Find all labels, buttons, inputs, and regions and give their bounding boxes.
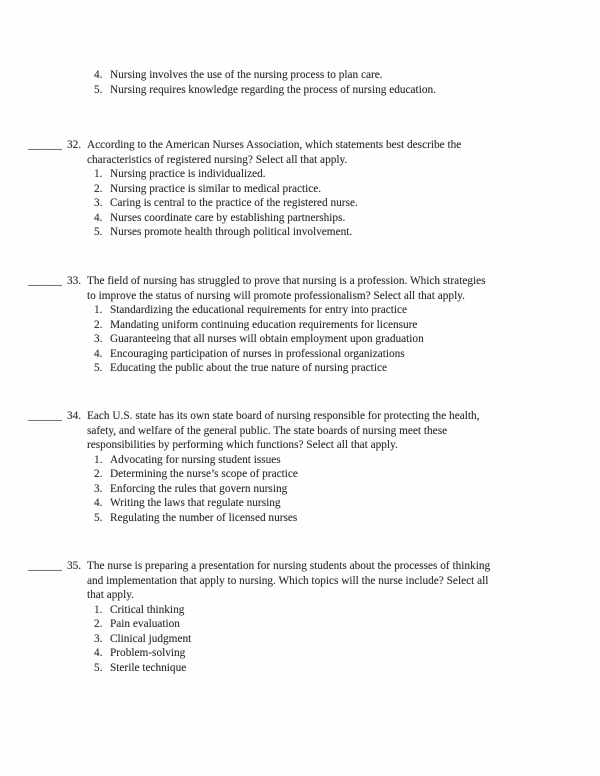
question-body xyxy=(0,138,600,240)
option-row xyxy=(0,182,600,197)
option-row xyxy=(0,68,600,83)
option-row xyxy=(0,361,600,376)
option-number: 5. xyxy=(94,83,103,96)
option-row xyxy=(0,496,600,511)
option-text: Critical thinking xyxy=(110,603,185,616)
option-number: 1. xyxy=(94,168,103,180)
question-stem-line: Each U.S. state has its own state board of nursing responsible for protecting the health, xyxy=(87,410,480,422)
option-number: 3. xyxy=(94,197,103,209)
option-row xyxy=(0,632,600,647)
question-stem-line: The nurse is preparing a presentation for nursing students about the processes of thinking xyxy=(87,560,491,572)
option-text: Nursing practice is individualized. xyxy=(110,168,266,180)
option-row xyxy=(0,661,600,676)
option-text: Nursing involves the use of the nursing process to plan care. xyxy=(110,69,383,81)
option-text: Nurses promote health through political involvement. xyxy=(110,226,353,238)
option-number: 2. xyxy=(94,468,103,480)
option-row xyxy=(0,511,600,526)
option-row xyxy=(0,617,600,632)
option-number: 5. xyxy=(94,511,103,524)
question-block xyxy=(0,559,600,675)
option-number: 2. xyxy=(94,182,103,195)
option-row xyxy=(0,211,600,226)
option-text: Mandating uniform continuing education requirements for licensure xyxy=(110,318,418,331)
question-stem-line: The field of nursing has struggled to prove that nursing is a profession. Which strategies xyxy=(87,275,486,287)
question-stem-line: safety, and welfare of the general public. The state boards of nursing meet these xyxy=(87,424,448,437)
option-number: 3. xyxy=(94,632,103,645)
option-row xyxy=(0,167,600,182)
option-text: Clinical judgment xyxy=(110,632,192,645)
option-text: Regulating the number of licensed nurses xyxy=(110,511,298,524)
option-row xyxy=(0,603,600,618)
option-row xyxy=(0,83,600,98)
option-number: 3. xyxy=(94,482,103,495)
option-text: Writing the laws that regulate nursing xyxy=(110,497,281,509)
option-row xyxy=(0,332,600,347)
option-text: Nurses coordinate care by establishing partnerships. xyxy=(110,211,346,224)
option-text: Enforcing the rules that govern nursing xyxy=(110,482,288,495)
option-row xyxy=(0,196,600,211)
option-text: Nursing practice is similar to medical practice. xyxy=(110,182,322,195)
option-text: Encouraging participation of nurses in professional organizations xyxy=(110,347,405,360)
option-number: 4. xyxy=(94,647,103,659)
option-row xyxy=(0,467,600,482)
question-number: 32. xyxy=(67,139,82,151)
question-block xyxy=(0,138,600,240)
question-stem-line: to improve the status of nursing will promote professionalism? Select all that apply. xyxy=(87,289,465,302)
question-number: 33. xyxy=(67,275,82,287)
answer-blank: ______ xyxy=(28,560,62,572)
option-row xyxy=(0,225,600,240)
option-number: 5. xyxy=(94,661,103,674)
option-number: 2. xyxy=(94,618,103,630)
option-text: Advocating for nursing student issues xyxy=(110,453,281,466)
option-number: 5. xyxy=(94,362,103,374)
question-stem-line: responsibilities by performing which functions? Select all that apply. xyxy=(87,439,398,451)
question-stem-line: characteristics of registered nursing? Select all that apply. xyxy=(87,153,348,166)
option-text: Sterile technique xyxy=(110,661,187,674)
option-row xyxy=(0,646,600,661)
answer-blank: ______ xyxy=(28,139,62,151)
option-number: 4. xyxy=(94,497,103,509)
question-body xyxy=(0,409,600,525)
question-body xyxy=(0,559,600,675)
option-number: 1. xyxy=(94,453,103,466)
answer-blank: ______ xyxy=(28,275,62,287)
question-block xyxy=(0,409,600,525)
option-number: 4. xyxy=(94,211,103,224)
option-text: Nursing requires knowledge regarding the process of nursing education. xyxy=(110,83,436,96)
option-row xyxy=(0,303,600,318)
option-number: 3. xyxy=(94,333,103,345)
previous-question-options-block xyxy=(0,68,600,97)
question-stem-line: that apply. xyxy=(87,589,134,601)
option-text: Problem-solving xyxy=(110,647,186,659)
option-text: Educating the public about the true nature of nursing practice xyxy=(110,362,387,374)
option-text: Caring is central to the practice of the registered nurse. xyxy=(110,197,358,209)
question-number: 34. xyxy=(67,410,82,422)
option-text: Determining the nurse’s scope of practice xyxy=(110,468,298,480)
question-number: 35. xyxy=(67,560,82,572)
question-block xyxy=(0,274,600,376)
option-text: Standardizing the educational requirements for entry into practice xyxy=(110,304,408,316)
question-stem-line: and implementation that apply to nursing. Which topics will the nurse include? Select all xyxy=(87,574,489,587)
option-number: 4. xyxy=(94,347,103,360)
option-row xyxy=(0,453,600,468)
question-stem-line: According to the American Nurses Association, which statements best describe the xyxy=(87,139,462,151)
option-row xyxy=(0,318,600,333)
option-row xyxy=(0,347,600,362)
option-number: 2. xyxy=(94,318,103,331)
option-number: 1. xyxy=(94,304,103,316)
option-number: 4. xyxy=(94,69,103,81)
option-number: 5. xyxy=(94,226,103,238)
option-number: 1. xyxy=(94,603,103,616)
answer-blank: ______ xyxy=(28,410,62,422)
option-text: Pain evaluation xyxy=(110,618,180,630)
question-body xyxy=(0,274,600,376)
option-row xyxy=(0,482,600,497)
option-text: Guaranteeing that all nurses will obtain employment upon graduation xyxy=(110,333,424,345)
